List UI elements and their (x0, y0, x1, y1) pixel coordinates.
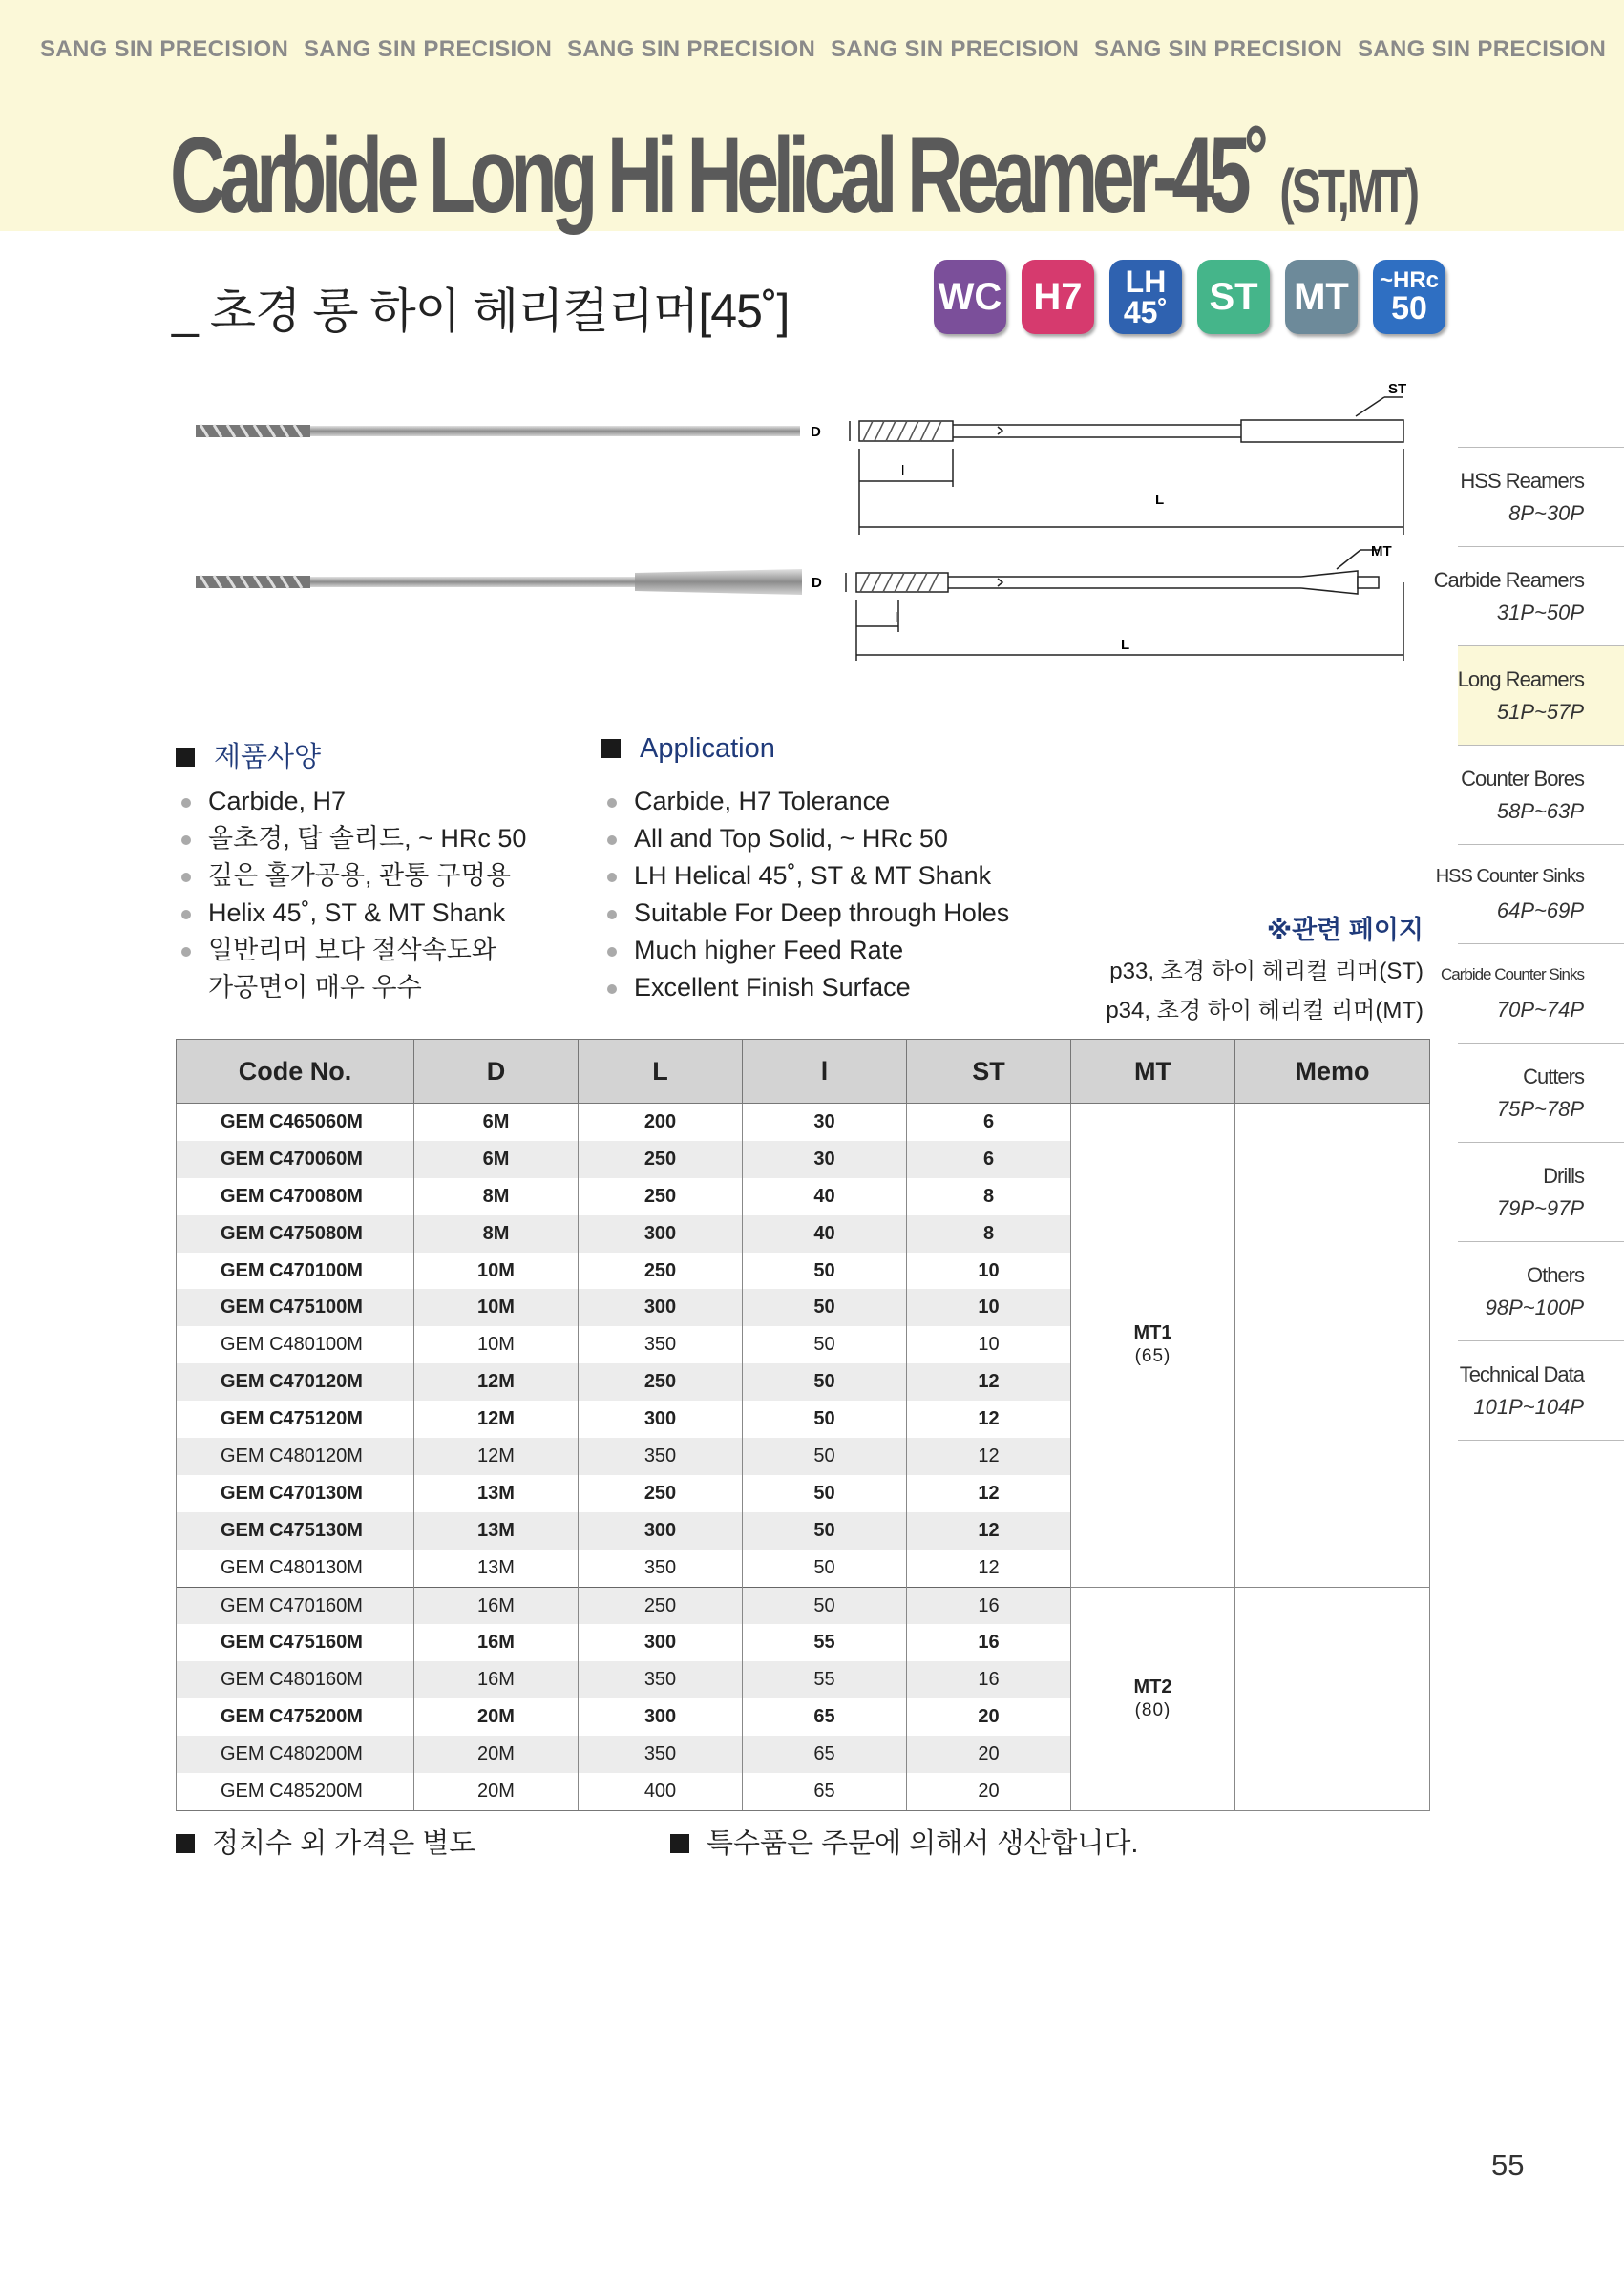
cell-d: 12M (414, 1363, 579, 1401)
sidebar-item-drills[interactable] (1458, 1142, 1624, 1241)
cell-l: 50 (743, 1401, 907, 1438)
cell-l: 50 (743, 1289, 907, 1326)
cell-l: 30 (743, 1104, 907, 1141)
related-page-link[interactable]: p34, 초경 하이 헤리컬 리머(MT) (1106, 998, 1424, 1023)
badge-lh45 (1109, 260, 1182, 334)
label-d-2: D (812, 575, 822, 591)
cell-code: GEM C480200M (177, 1736, 414, 1773)
brand-text: SANG SIN PRECISION (40, 36, 289, 62)
label-L-1: L (1155, 492, 1165, 508)
related-pages (1106, 909, 1424, 1024)
cell-l: 50 (743, 1475, 907, 1512)
cell-l: 55 (743, 1661, 907, 1698)
mt-group-label: MT2 (1133, 1676, 1172, 1698)
cell-st: 10 (907, 1253, 1071, 1290)
list-item: All and Top Solid, ~ HRc 50 (603, 820, 1009, 857)
cell-code: GEM C480130M (177, 1550, 414, 1587)
cell-L: 300 (579, 1512, 743, 1550)
cell-st: 8 (907, 1178, 1071, 1215)
square-bullet-icon (601, 739, 621, 758)
note-price (176, 1822, 475, 1861)
sidebar-item-others[interactable] (1458, 1241, 1624, 1340)
cell-st: 16 (907, 1661, 1071, 1698)
label-L-2: L (1121, 637, 1130, 653)
note-special-order (670, 1822, 1138, 1861)
badge-mt-text: MT (1294, 276, 1349, 318)
mt-group-label: MT1 (1133, 1322, 1172, 1344)
page-title-suffix: (ST,MT) (1279, 157, 1418, 225)
mt-group-size: (65) (1134, 1346, 1171, 1367)
cell-L: 300 (579, 1401, 743, 1438)
cell-code: GEM C470060M (177, 1141, 414, 1178)
column-header-l: l (743, 1040, 907, 1104)
cell-l: 50 (743, 1326, 907, 1363)
sidebar-item-label: Others (1526, 1263, 1584, 1287)
badge-wc-text: WC (938, 276, 1002, 318)
cell-st: 20 (907, 1773, 1071, 1810)
badge-lh45-angle: 45˚ (1123, 295, 1169, 329)
cell-code: GEM C470100M (177, 1253, 414, 1290)
list-item: Carbide, H7 (178, 783, 526, 820)
cell-l: 50 (743, 1253, 907, 1290)
cell-d: 13M (414, 1512, 579, 1550)
cell-code: GEM C475100M (177, 1289, 414, 1326)
list-item: Carbide, H7 Tolerance (603, 783, 1009, 820)
badge-lh45-text: LH (1125, 264, 1167, 299)
cell-d: 20M (414, 1736, 579, 1773)
badge-st (1197, 260, 1270, 334)
brand-text: SANG SIN PRECISION (831, 36, 1080, 62)
cell-l: 50 (743, 1587, 907, 1624)
cell-L: 350 (579, 1736, 743, 1773)
cell-l: 65 (743, 1736, 907, 1773)
cell-d: 8M (414, 1215, 579, 1253)
cell-st: 16 (907, 1624, 1071, 1661)
cell-d: 16M (414, 1587, 579, 1624)
cell-l: 65 (743, 1698, 907, 1736)
application-heading (601, 733, 775, 765)
table-row (177, 1587, 1430, 1624)
cell-code: GEM C475080M (177, 1215, 414, 1253)
cell-code: GEM C480100M (177, 1326, 414, 1363)
reamer-st-drawing (850, 397, 1403, 535)
badge-mt (1285, 260, 1358, 334)
sidebar-item-hss-reamers[interactable] (1458, 447, 1624, 546)
sidebar-item-pages: 51P~57P (1496, 700, 1584, 724)
cell-d: 10M (414, 1326, 579, 1363)
sidebar-item-counter-bores[interactable] (1458, 745, 1624, 844)
badge-hrc50 (1373, 260, 1445, 334)
column-header-L: L (579, 1040, 743, 1104)
cell-d: 12M (414, 1438, 579, 1475)
brand-text: SANG SIN PRECISION (1094, 36, 1343, 62)
sidebar-item-carbide-reamers[interactable] (1433, 546, 1624, 645)
cell-code: GEM C470160M (177, 1587, 414, 1624)
square-bullet-icon (670, 1834, 689, 1853)
cell-st: 20 (907, 1698, 1071, 1736)
cell-d: 16M (414, 1624, 579, 1661)
list-item: Excellent Finish Surface (603, 969, 1009, 1006)
cell-st: 12 (907, 1475, 1071, 1512)
badge-hrc-text: ~HRc (1379, 267, 1440, 293)
column-header-st: ST (907, 1040, 1071, 1104)
label-st: ST (1388, 382, 1407, 397)
sidebar-item-label: Technical Data (1459, 1362, 1584, 1386)
square-bullet-icon (176, 748, 195, 767)
cell-st: 12 (907, 1512, 1071, 1550)
sidebar-item-label: Long Reamers (1457, 667, 1584, 691)
cell-memo (1235, 1104, 1430, 1588)
cell-code: GEM C470080M (177, 1178, 414, 1215)
spec-heading (176, 735, 321, 774)
cell-d: 8M (414, 1178, 579, 1215)
cell-d: 6M (414, 1141, 579, 1178)
cell-code: GEM C470120M (177, 1363, 414, 1401)
label-d-1: D (811, 424, 821, 440)
label-l-2: l (895, 610, 898, 626)
cell-l: 30 (743, 1141, 907, 1178)
cell-l: 50 (743, 1550, 907, 1587)
sidebar-item-cutters[interactable] (1458, 1043, 1624, 1142)
sidebar-item-pages: 31P~50P (1496, 601, 1584, 624)
cell-st: 10 (907, 1326, 1071, 1363)
product-drawings (191, 382, 1451, 678)
sidebar-item-pages: 58P~63P (1496, 799, 1584, 823)
cell-d: 6M (414, 1104, 579, 1141)
cell-d: 10M (414, 1289, 579, 1326)
note-special-order-text: 특수품은 주문에 의해서 생산합니다. (707, 1828, 1139, 1859)
cell-st: 6 (907, 1141, 1071, 1178)
sidebar-item-label: HSS Counter Sinks (1435, 866, 1584, 887)
list-item: 깊은 홀가공용, 관통 구멍용 (178, 857, 526, 895)
cell-memo (1235, 1587, 1430, 1810)
related-pages-heading: ※관련 페이지 (1266, 916, 1424, 944)
badge-h7 (1022, 260, 1094, 334)
cell-code: GEM C475130M (177, 1512, 414, 1550)
brand-text: SANG SIN PRECISION (1358, 36, 1607, 62)
sidebar-item-label: Cutters (1523, 1065, 1584, 1088)
badge-wc (934, 260, 1006, 334)
cell-code: GEM C470130M (177, 1475, 414, 1512)
spec-list (178, 783, 526, 1006)
cell-L: 250 (579, 1363, 743, 1401)
sidebar-item-pages: 70P~74P (1496, 998, 1584, 1022)
page-subtitle: _ 초경 롱 하이 헤리컬리머[45˚] (172, 285, 790, 338)
label-mt: MT (1371, 543, 1392, 559)
sidebar-item-hss-counter-sinks[interactable] (1435, 844, 1624, 943)
sidebar-item-pages: 79P~97P (1496, 1196, 1584, 1220)
sidebar-item-pages: 8P~30P (1508, 501, 1584, 525)
cell-L: 300 (579, 1698, 743, 1736)
cell-L: 300 (579, 1289, 743, 1326)
cell-code: GEM C475200M (177, 1698, 414, 1736)
cell-L: 300 (579, 1624, 743, 1661)
brand-text: SANG SIN PRECISION (304, 36, 553, 62)
cell-st: 16 (907, 1587, 1071, 1624)
cell-l: 50 (743, 1438, 907, 1475)
table-header-row (177, 1040, 1430, 1104)
cell-d: 10M (414, 1253, 579, 1290)
note-price-text: 정치수 외 가격은 별도 (212, 1828, 476, 1859)
cell-d: 16M (414, 1661, 579, 1698)
cell-l: 40 (743, 1215, 907, 1253)
column-header-code: Code No. (177, 1040, 414, 1104)
spec-table (176, 1039, 1430, 1811)
page-title (170, 116, 1418, 235)
badge-hrc-value: 50 (1391, 290, 1427, 327)
list-item: Suitable For Deep through Holes (603, 895, 1009, 932)
cell-L: 350 (579, 1550, 743, 1587)
cell-L: 250 (579, 1178, 743, 1215)
list-item: LH Helical 45˚, ST & MT Shank (603, 857, 1009, 895)
brand-row (0, 36, 1624, 69)
sidebar-item-label: Counter Bores (1461, 767, 1584, 791)
sidebar-divider (1458, 1440, 1624, 1443)
sidebar-item-label: HSS Reamers (1460, 469, 1584, 493)
label-l-1: l (901, 463, 905, 479)
sidebar-item-label: Drills (1543, 1164, 1584, 1188)
sidebar-item-carbide-counter-sinks[interactable] (1440, 943, 1624, 1043)
square-bullet-icon (176, 1834, 195, 1853)
sidebar-item-pages: 64P~69P (1496, 898, 1584, 922)
list-item: 올초경, 탑 솔리드, ~ HRc 50 (178, 820, 526, 857)
cell-mt-group (1071, 1587, 1235, 1810)
cell-code: GEM C480160M (177, 1661, 414, 1698)
cell-st: 10 (907, 1289, 1071, 1326)
cell-code: GEM C480120M (177, 1438, 414, 1475)
cell-L: 350 (579, 1326, 743, 1363)
cell-code: GEM C485200M (177, 1773, 414, 1810)
cell-L: 250 (579, 1475, 743, 1512)
cell-st: 12 (907, 1550, 1071, 1587)
cell-l: 50 (743, 1363, 907, 1401)
cell-d: 20M (414, 1773, 579, 1810)
list-item: Much higher Feed Rate (603, 932, 1009, 969)
sidebar-item-pages: 101P~104P (1473, 1395, 1584, 1419)
cell-st: 12 (907, 1438, 1071, 1475)
cell-d: 13M (414, 1550, 579, 1587)
application-list (603, 783, 1009, 1006)
cell-L: 250 (579, 1253, 743, 1290)
cell-L: 200 (579, 1104, 743, 1141)
sidebar-item-label: Carbide Counter Sinks (1440, 965, 1584, 983)
column-header-mt: MT (1071, 1040, 1235, 1104)
mt-group-size: (80) (1134, 1699, 1171, 1720)
cell-L: 400 (579, 1773, 743, 1810)
spec-heading-text: 제품사양 (214, 742, 322, 772)
page-title-main: Carbide Long Hi Helical Reamer-45˚ (170, 116, 1265, 235)
application-heading-text: Application (640, 733, 775, 764)
cell-l: 65 (743, 1773, 907, 1810)
catalog-sidebar (1433, 447, 1624, 1443)
cell-d: 13M (414, 1475, 579, 1512)
cell-d: 20M (414, 1698, 579, 1736)
brand-text: SANG SIN PRECISION (567, 36, 816, 62)
reamer-mt-photo (196, 569, 802, 595)
sidebar-item-pages: 98P~100P (1485, 1296, 1584, 1319)
cell-l: 55 (743, 1624, 907, 1661)
reamer-st-photo (196, 425, 800, 437)
badge-h7-text: H7 (1033, 276, 1083, 318)
badge-st-text: ST (1209, 276, 1258, 318)
page-number: 55 (1491, 2148, 1525, 2182)
cell-L: 250 (579, 1141, 743, 1178)
cell-d: 12M (414, 1401, 579, 1438)
list-item: Helix 45˚, ST & MT Shank (178, 895, 526, 932)
list-item: 일반리머 보다 절삭속도와 (178, 932, 526, 969)
cell-L: 350 (579, 1438, 743, 1475)
column-header-memo: Memo (1235, 1040, 1430, 1104)
cell-code: GEM C475120M (177, 1401, 414, 1438)
sidebar-item-technical-data[interactable] (1458, 1340, 1624, 1440)
cell-st: 12 (907, 1401, 1071, 1438)
cell-L: 250 (579, 1587, 743, 1624)
spec-table-body (177, 1104, 1430, 1811)
sidebar-item-long-reamers[interactable] (1458, 645, 1624, 745)
cell-st: 20 (907, 1736, 1071, 1773)
cell-L: 350 (579, 1661, 743, 1698)
related-page-link[interactable]: p33, 초경 하이 헤리컬 리머(ST) (1109, 959, 1424, 984)
cell-l: 40 (743, 1178, 907, 1215)
cell-st: 8 (907, 1215, 1071, 1253)
cell-l: 50 (743, 1512, 907, 1550)
cell-L: 300 (579, 1215, 743, 1253)
table-row (177, 1104, 1430, 1141)
cell-mt-group (1071, 1104, 1235, 1588)
cell-code: GEM C465060M (177, 1104, 414, 1141)
column-header-d: D (414, 1040, 579, 1104)
cell-code: GEM C475160M (177, 1624, 414, 1661)
cell-st: 6 (907, 1104, 1071, 1141)
sidebar-item-pages: 75P~78P (1496, 1097, 1584, 1121)
cell-st: 12 (907, 1363, 1071, 1401)
list-item: 가공면이 매우 우수 (208, 973, 422, 1002)
sidebar-item-label: Carbide Reamers (1433, 568, 1584, 592)
